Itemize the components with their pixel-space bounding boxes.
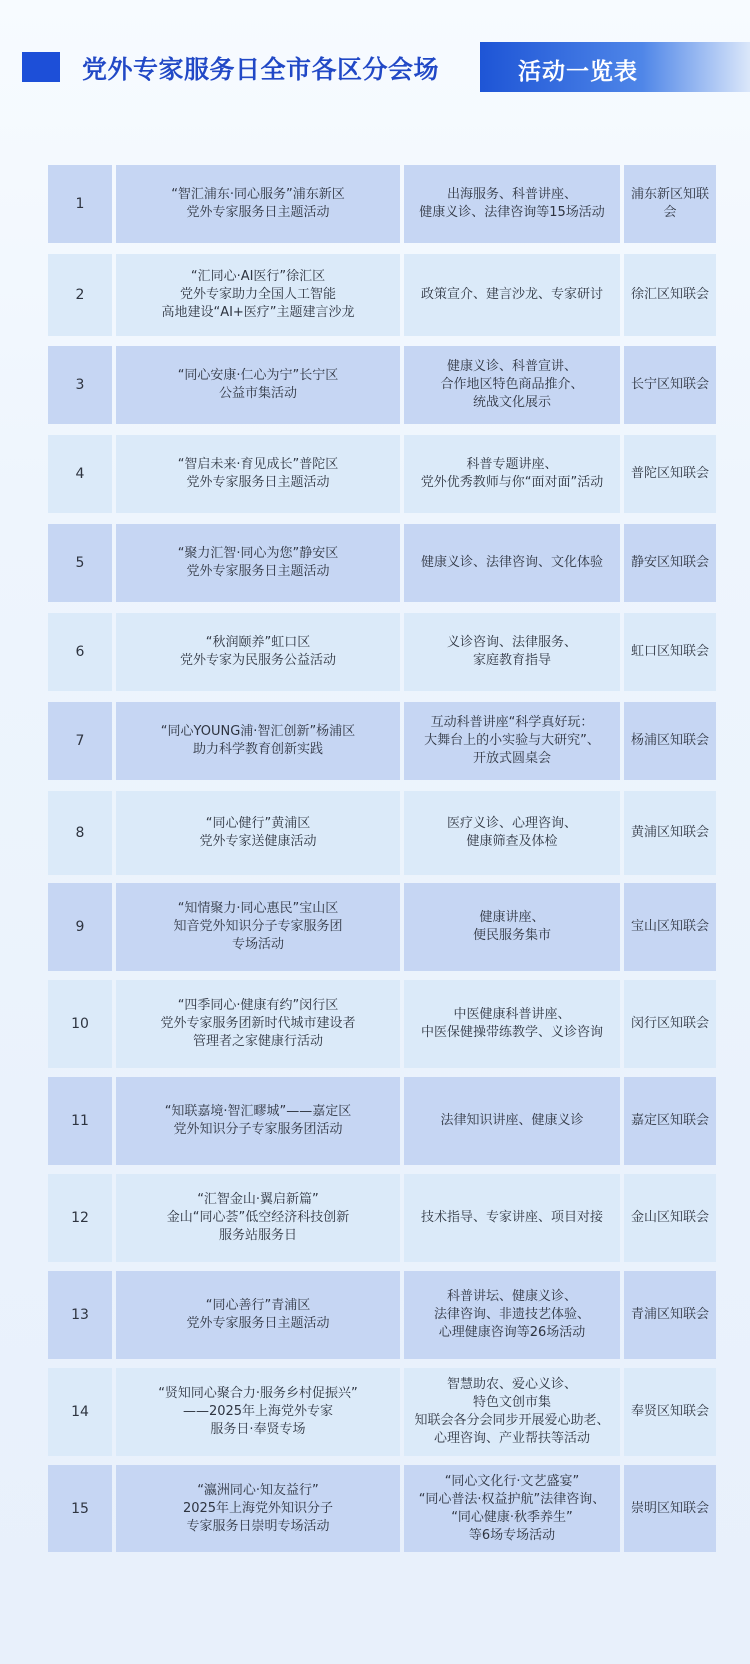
activity-content-line: 心理咨询、产业帮扶等活动 — [433, 1431, 590, 1446]
activity-name-line: 党外专家助力全国人工智能 — [179, 287, 336, 302]
activity-content-line: 健康义诊、法律咨询等15场活动 — [419, 205, 605, 220]
table-row — [48, 791, 716, 875]
header-accent-square — [22, 52, 60, 82]
table-row — [48, 435, 716, 513]
activity-content-line: 健康义诊、法律咨询、文化体验 — [420, 555, 603, 570]
activity-content-line: 义诊咨询、法律服务、 — [446, 635, 577, 650]
activity-name-line: “贤知同心聚合力·服务乡村促振兴” — [158, 1386, 358, 1401]
activity-content — [404, 1271, 620, 1359]
activity-name — [116, 1368, 400, 1456]
activity-content-line: 互动科普讲座“科学真好玩： — [430, 715, 594, 730]
activity-name-line: “同心健行”黄浦区 — [205, 816, 311, 831]
activity-content — [404, 254, 620, 336]
activity-content-line: 健康义诊、科普宣讲、 — [446, 359, 577, 374]
activity-content-line: 智慧助农、爱心义诊、 — [446, 1377, 577, 1392]
organizer: 奉贤区知联会 — [624, 1368, 716, 1456]
activity-name-line: 金山“同心荟”低空经济科技创新 — [166, 1210, 350, 1225]
activity-content-line: 技术指导、专家讲座、项目对接 — [420, 1210, 603, 1225]
activity-name-line: 助力科学教育创新实践 — [192, 742, 323, 757]
organizer: 杨浦区知联会 — [624, 702, 716, 780]
organizer: 宝山区知联会 — [624, 883, 716, 971]
activity-name — [116, 346, 400, 424]
activity-name-line: “智启未来·育见成长”普陀区 — [177, 457, 339, 472]
organizer: 金山区知联会 — [624, 1174, 716, 1262]
activity-name — [116, 165, 400, 243]
row-number: 8 — [48, 791, 112, 875]
activity-name-line: “汇同心·AI医行”徐汇区 — [190, 269, 326, 284]
activity-name-line: “秋润颐养”虹口区 — [205, 635, 311, 650]
table-row — [48, 980, 716, 1068]
activity-content-line: “同心普法·权益护航”法律咨询、 — [418, 1491, 606, 1507]
activity-name-line: 高地建设“AI+医疗”主题建言沙龙 — [161, 305, 355, 320]
organizer: 崇明区知联会 — [624, 1465, 716, 1552]
activity-name — [116, 254, 400, 336]
row-number: 10 — [48, 980, 112, 1068]
activity-content — [404, 702, 620, 780]
activity-name — [116, 1465, 400, 1552]
table-row — [48, 346, 716, 424]
activity-name-line: 党外专家服务团新时代城市建设者 — [160, 1016, 356, 1031]
organizer: 青浦区知联会 — [624, 1271, 716, 1359]
table-row — [48, 1368, 716, 1456]
activity-name-line: 专家服务日崇明专场活动 — [186, 1518, 330, 1534]
activity-content — [404, 435, 620, 513]
row-number: 13 — [48, 1271, 112, 1359]
activity-content — [404, 1174, 620, 1262]
activity-name — [116, 1077, 400, 1165]
organizer: 普陀区知联会 — [624, 435, 716, 513]
activity-content-line: 家庭教育指导 — [472, 653, 551, 668]
activity-name-line: “四季同心·健康有约”闵行区 — [177, 998, 339, 1013]
activity-name-line: 专场活动 — [231, 937, 284, 952]
row-number: 7 — [48, 702, 112, 780]
activity-content — [404, 613, 620, 691]
activity-content-line: “同心健康·秋季养生” — [451, 1509, 573, 1525]
table-row — [48, 613, 716, 691]
activity-content — [404, 346, 620, 424]
activity-content-line: 中医健康科普讲座、 — [453, 1007, 571, 1022]
activity-name-line: 党外知识分子专家服务团活动 — [173, 1122, 343, 1137]
table-row — [48, 1077, 716, 1165]
activity-content — [404, 1077, 620, 1165]
activity-content-line: 出海服务、科普讲座、 — [446, 187, 577, 202]
activity-name — [116, 435, 400, 513]
activity-content-line: 特色文创市集 — [472, 1395, 551, 1410]
activity-content-line: 大舞台上的小实验与大研究”、 — [424, 733, 600, 748]
activity-name-line: 2025年上海党外知识分子 — [182, 1500, 334, 1516]
organizer: 长宁区知联会 — [624, 346, 716, 424]
activity-content — [404, 791, 620, 875]
activity-name-line: “同心安康·仁心为宁”长宁区 — [177, 368, 339, 383]
activity-content — [404, 165, 620, 243]
activity-content-line: 党外优秀教师与你“面对面”活动 — [420, 475, 604, 490]
activity-name — [116, 702, 400, 780]
activity-content-line: “同心文化行·文艺盛宴” — [444, 1473, 580, 1489]
row-number: 11 — [48, 1077, 112, 1165]
activity-name-line: “瀛洲同心·知友益行” — [197, 1482, 319, 1498]
row-number: 4 — [48, 435, 112, 513]
activity-content-line: 合作地区特色商品推介、 — [440, 377, 584, 392]
row-number: 15 — [48, 1465, 112, 1552]
table-row — [48, 702, 716, 780]
row-number: 5 — [48, 524, 112, 602]
activity-name-line: 党外专家服务日主题活动 — [186, 475, 330, 490]
activity-name — [116, 791, 400, 875]
activity-name-line: 党外专家服务日主题活动 — [186, 1316, 330, 1331]
table-row — [48, 883, 716, 971]
activity-name-line: 公益市集活动 — [218, 386, 297, 401]
table-row — [48, 254, 716, 336]
activity-name-line: “聚力汇智·同心为您”静安区 — [177, 546, 339, 561]
row-number: 12 — [48, 1174, 112, 1262]
activity-content-line: 法律咨询、非遗技艺体验、 — [433, 1307, 590, 1322]
organizer: 静安区知联会 — [624, 524, 716, 602]
activity-name-line: 服务日·奉贤专场 — [210, 1422, 306, 1437]
table-row — [48, 524, 716, 602]
activity-name — [116, 524, 400, 602]
activity-name — [116, 980, 400, 1068]
header-tab-label: 活动一览表 — [518, 59, 638, 85]
activity-content — [404, 980, 620, 1068]
activity-content-line: 统战文化展示 — [472, 395, 551, 410]
activity-name-line: “知联嘉境·智汇疁城”——嘉定区 — [164, 1104, 352, 1119]
activity-name-line: 知音党外知识分子专家服务团 — [173, 919, 343, 934]
activity-name-line: “汇智金山·翼启新篇” — [197, 1192, 319, 1207]
activity-name-line: 党外专家为民服务公益活动 — [179, 653, 336, 668]
activity-content — [404, 524, 620, 602]
activity-content-line: 等6场专场活动 — [468, 1527, 556, 1543]
activity-content-line: 健康讲座、 — [479, 910, 545, 925]
activity-name-line: “同心善行”青浦区 — [205, 1298, 311, 1313]
activity-content-line: 科普讲坛、健康义诊、 — [446, 1289, 577, 1304]
row-number: 6 — [48, 613, 112, 691]
activity-name-line: 管理者之家健康行活动 — [192, 1034, 323, 1049]
activity-name-line: 服务站服务日 — [218, 1228, 297, 1243]
organizer: 徐汇区知联会 — [624, 254, 716, 336]
row-number: 1 — [48, 165, 112, 243]
activity-content-line: 心理健康咨询等26场活动 — [438, 1325, 586, 1340]
organizer: 闵行区知联会 — [624, 980, 716, 1068]
activity-content-line: 开放式圆桌会 — [472, 751, 551, 766]
page-title: 党外专家服务日全市各区分会场 — [82, 55, 440, 84]
table-row — [48, 165, 716, 243]
organizer: 黄浦区知联会 — [624, 791, 716, 875]
row-number: 9 — [48, 883, 112, 971]
activity-name — [116, 883, 400, 971]
activity-content-line: 中医保健操带练教学、义诊咨询 — [420, 1025, 603, 1040]
activity-content-line: 便民服务集市 — [472, 928, 551, 943]
organizer: 浦东新区知联会 — [624, 165, 716, 243]
activity-name-line: ——2025年上海党外专家 — [182, 1404, 334, 1419]
header-tab-banner — [480, 42, 750, 92]
organizer: 虹口区知联会 — [624, 613, 716, 691]
activity-content — [404, 1368, 620, 1456]
activity-content-line: 知联会各分会同步开展爱心助老、 — [414, 1413, 610, 1428]
row-number: 3 — [48, 346, 112, 424]
activity-content — [404, 883, 620, 971]
activity-name — [116, 613, 400, 691]
activity-name-line: “同心YOUNG浦·智汇创新”杨浦区 — [160, 724, 356, 739]
row-number: 14 — [48, 1368, 112, 1456]
activity-content-line: 科普专题讲座、 — [466, 457, 558, 472]
activity-content-line: 健康筛查及体检 — [466, 834, 558, 849]
activity-name-line: “智汇浦东·同心服务”浦东新区 — [171, 187, 345, 202]
activity-name-line: “知情聚力·同心惠民”宝山区 — [177, 901, 339, 916]
table-row — [48, 1174, 716, 1262]
activity-name-line: 党外专家送健康活动 — [199, 834, 317, 849]
activity-name-line: 党外专家服务日主题活动 — [186, 564, 330, 579]
table-row — [48, 1271, 716, 1359]
activity-content — [404, 1465, 620, 1552]
activity-name — [116, 1271, 400, 1359]
activity-name — [116, 1174, 400, 1262]
activity-name-line: 党外专家服务日主题活动 — [186, 205, 330, 220]
table-row — [48, 1465, 716, 1552]
activity-content-line: 医疗义诊、心理咨询、 — [446, 816, 577, 831]
organizer: 嘉定区知联会 — [624, 1077, 716, 1165]
row-number: 2 — [48, 254, 112, 336]
page-header — [0, 0, 750, 112]
activity-content-line: 法律知识讲座、健康义诊 — [440, 1113, 584, 1128]
activity-content-line: 政策宣介、建言沙龙、专家研讨 — [420, 287, 603, 302]
